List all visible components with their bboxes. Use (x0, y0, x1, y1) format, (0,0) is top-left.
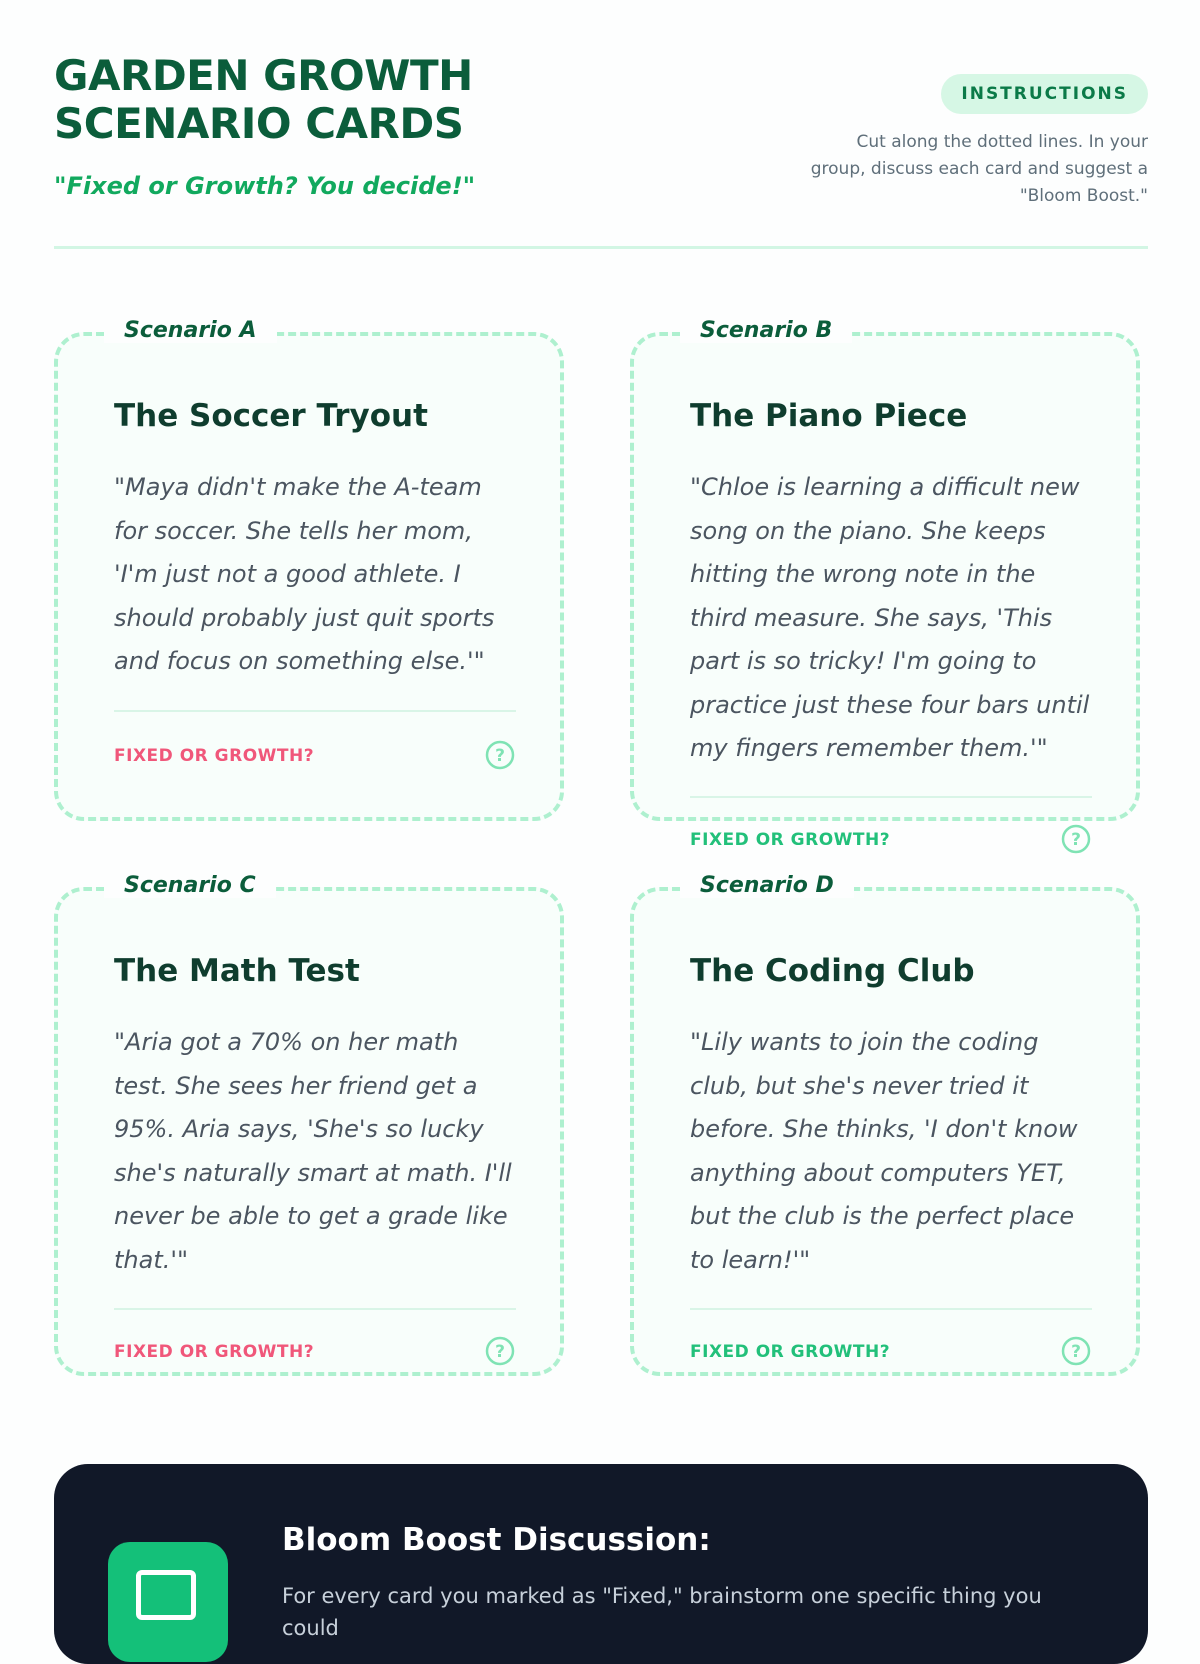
svg-text:?: ? (495, 746, 505, 766)
scenario-card-b (630, 318, 1140, 850)
card-title: The Coding Club (690, 953, 975, 989)
card-divider (690, 796, 1092, 798)
instructions-badge: INSTRUCTIONS (941, 74, 1148, 114)
header-divider (54, 246, 1148, 249)
scenario-card-a (54, 318, 564, 821)
question-circle-icon[interactable] (485, 740, 515, 770)
card-title: The Math Test (114, 953, 360, 989)
svg-text:?: ? (1071, 1342, 1081, 1362)
fixed-or-growth-label: FIXED OR GROWTH? (690, 830, 891, 850)
card-text: "Maya didn't make the A-team for soccer. She tells her mom, 'I'm just not a good athlete. I should probably just quit sports and focus on something else.'" (114, 473, 495, 675)
monitor-icon (108, 1542, 228, 1662)
card-title: The Piano Piece (690, 398, 968, 434)
question-circle-icon[interactable] (485, 1336, 515, 1366)
instructions-text: Cut along the dotted lines. In your group, discuss each card and suggest a "Bloom Boost." (810, 132, 1148, 206)
card-divider (114, 1308, 516, 1310)
monitor-screen (136, 1570, 196, 1620)
card-tag: Scenario D (680, 873, 854, 898)
scenario-card-d (630, 873, 1140, 1376)
card-tag: Scenario B (680, 318, 852, 343)
bloom-boost-text: For every card you marked as "Fixed," brainstorm one specific thing you could (282, 1584, 1042, 1640)
bloom-boost-title: Bloom Boost Discussion: (282, 1522, 711, 1558)
card-tag: Scenario C (104, 873, 276, 898)
card-divider (690, 1308, 1092, 1310)
card-title: The Soccer Tryout (114, 398, 428, 434)
page-subtitle: "Fixed or Growth? You decide!" (54, 172, 476, 200)
svg-text:?: ? (495, 1342, 505, 1362)
card-text: "Lily wants to join the coding club, but she's never tried it before. She thinks, 'I don't know anything about computers YET, but the club is the perfect place to learn!'" (690, 1028, 1078, 1274)
scenario-card-c (54, 873, 564, 1376)
fixed-or-growth-label: FIXED OR GROWTH? (690, 1342, 891, 1362)
card-text: "Aria got a 70% on her math test. She sees her friend get a 95%. Aria says, 'She's so lucky she's naturally smart at math. I'll never be able to get a grade like that.'" (114, 1028, 512, 1274)
bloom-boost-panel (54, 1464, 1148, 1664)
card-text: "Chloe is learning a difficult new song on the piano. She keeps hitting the wrong note in the third measure. She says, 'This part is so tricky! I'm going to practice just these four bars until my fingers remember them.'" (690, 473, 1090, 762)
card-divider (114, 710, 516, 712)
svg-text:?: ? (1071, 830, 1081, 850)
card-tag: Scenario A (104, 318, 277, 343)
question-circle-icon[interactable] (1061, 1336, 1091, 1366)
page-title-line2: SCENARIO CARDS (54, 99, 464, 148)
fixed-or-growth-label: FIXED OR GROWTH? (114, 746, 315, 766)
page-title-line1: GARDEN GROWTH (54, 51, 473, 100)
question-circle-icon[interactable] (1061, 824, 1091, 854)
instructions-panel (808, 74, 1148, 210)
fixed-or-growth-label: FIXED OR GROWTH? (114, 1342, 315, 1362)
